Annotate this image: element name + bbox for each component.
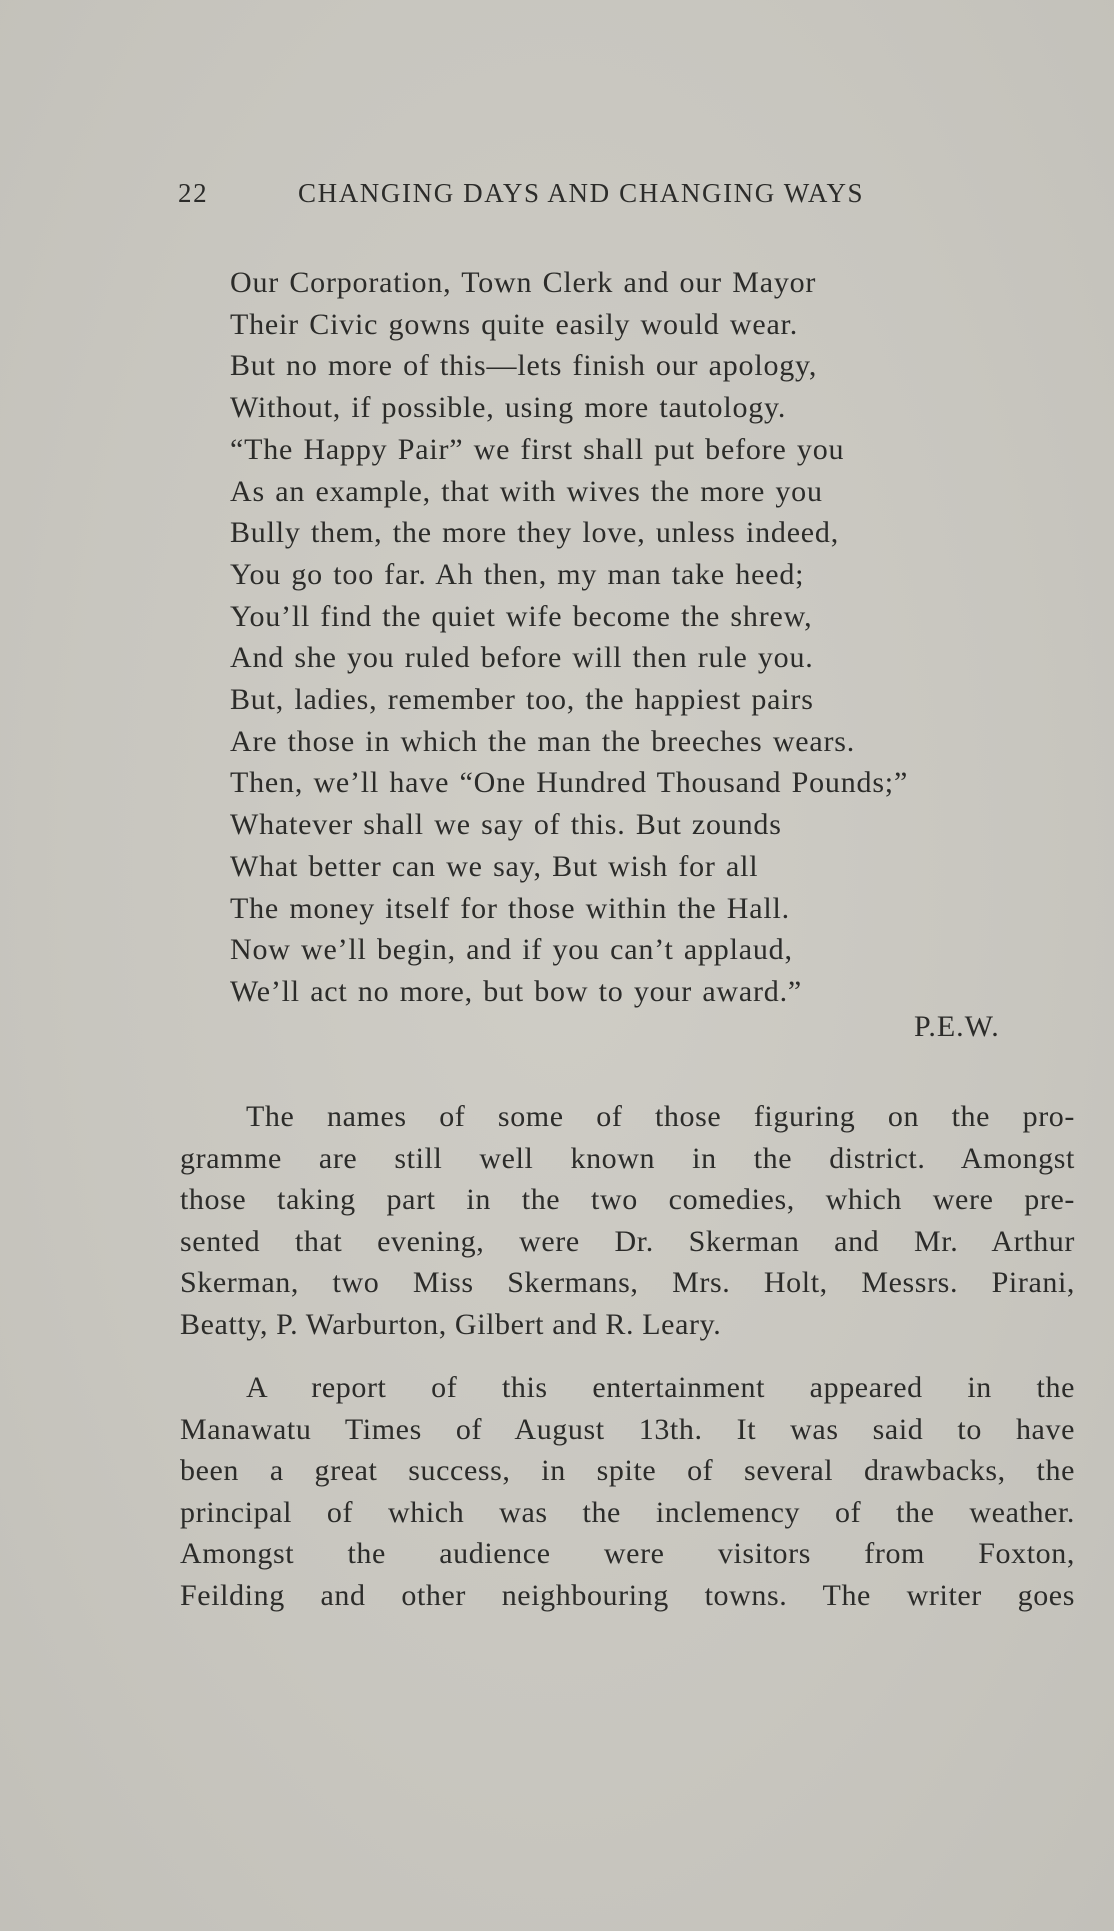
paragraph-line: The names of some of those figuring on the pro- bbox=[246, 1100, 1075, 1133]
poem-line: Now we’ll begin, and if you can’t applaud, bbox=[230, 933, 793, 967]
poem-line: You’ll find the quiet wife become the shrew, bbox=[230, 599, 813, 633]
poem-line: As an example, that with wives the more you bbox=[230, 474, 823, 508]
poem-line: But, ladies, remember too, the happiest pairs bbox=[230, 683, 814, 717]
running-title: CHANGING DAYS AND CHANGING WAYS bbox=[298, 178, 865, 208]
paragraph-line: those taking part in the two comedies, which were pre- bbox=[180, 1183, 1075, 1216]
poem-line: But no more of this—lets finish our apology, bbox=[230, 349, 818, 383]
paragraph-entertainment-report bbox=[180, 1367, 1075, 1616]
page-header bbox=[178, 178, 958, 218]
paragraph-line: Feilding and other neighbouring towns. The writer goes bbox=[180, 1578, 1075, 1612]
poem-line: Whatever shall we say of this. But zounds bbox=[230, 808, 782, 842]
poem bbox=[230, 262, 1040, 1013]
poem-line: We’ll act no more, but bow to your award.” bbox=[230, 974, 803, 1008]
paragraph-line: been a great success, in spite of several drawbacks, the bbox=[180, 1454, 1075, 1487]
paragraph-line: Manawatu Times of August 13th. It was said to have bbox=[180, 1412, 1075, 1446]
page-number: 22 bbox=[178, 178, 209, 208]
poem-line: Then, we’ll have “One Hundred Thousand Pounds;” bbox=[230, 766, 909, 800]
poem-line: Are those in which the man the breeches wears. bbox=[230, 724, 856, 758]
paragraph-programme-names bbox=[180, 1096, 1075, 1345]
poem-signature: P.E.W. bbox=[914, 1010, 1000, 1043]
paragraph-line: gramme are still well known in the district. Amongst bbox=[180, 1141, 1075, 1175]
paragraph-line: principal of which was the inclemency of the weather. bbox=[180, 1495, 1075, 1529]
poem-line: You go too far. Ah then, my man take heed; bbox=[230, 557, 805, 591]
paragraph-line: Amongst the audience were visitors from Foxton, bbox=[180, 1537, 1075, 1570]
poem-line: The money itself for those within the Hall. bbox=[230, 891, 790, 925]
poem-line: And she you ruled before will then rule you. bbox=[230, 641, 814, 675]
poem-line: What better can we say, But wish for all bbox=[230, 849, 759, 883]
paragraph-line: A report of this entertainment appeared in the bbox=[246, 1371, 1075, 1404]
poem-line: Our Corporation, Town Clerk and our Mayor bbox=[230, 266, 817, 299]
paragraph-line: Skerman, two Miss Skermans, Mrs. Holt, Messrs. Pirani, bbox=[180, 1266, 1075, 1299]
poem-line: Without, if possible, using more tautology. bbox=[230, 391, 787, 425]
poem-line: Bully them, the more they love, unless indeed, bbox=[230, 516, 840, 550]
poem-line: Their Civic gowns quite easily would wear. bbox=[230, 307, 798, 341]
paragraph-line: sented that evening, were Dr. Skerman and Mr. Arthur bbox=[180, 1224, 1075, 1258]
poem-line: “The Happy Pair” we first shall put before you bbox=[230, 432, 845, 466]
paragraph-line: Beatty, P. Warburton, Gilbert and R. Leary. bbox=[180, 1307, 722, 1341]
